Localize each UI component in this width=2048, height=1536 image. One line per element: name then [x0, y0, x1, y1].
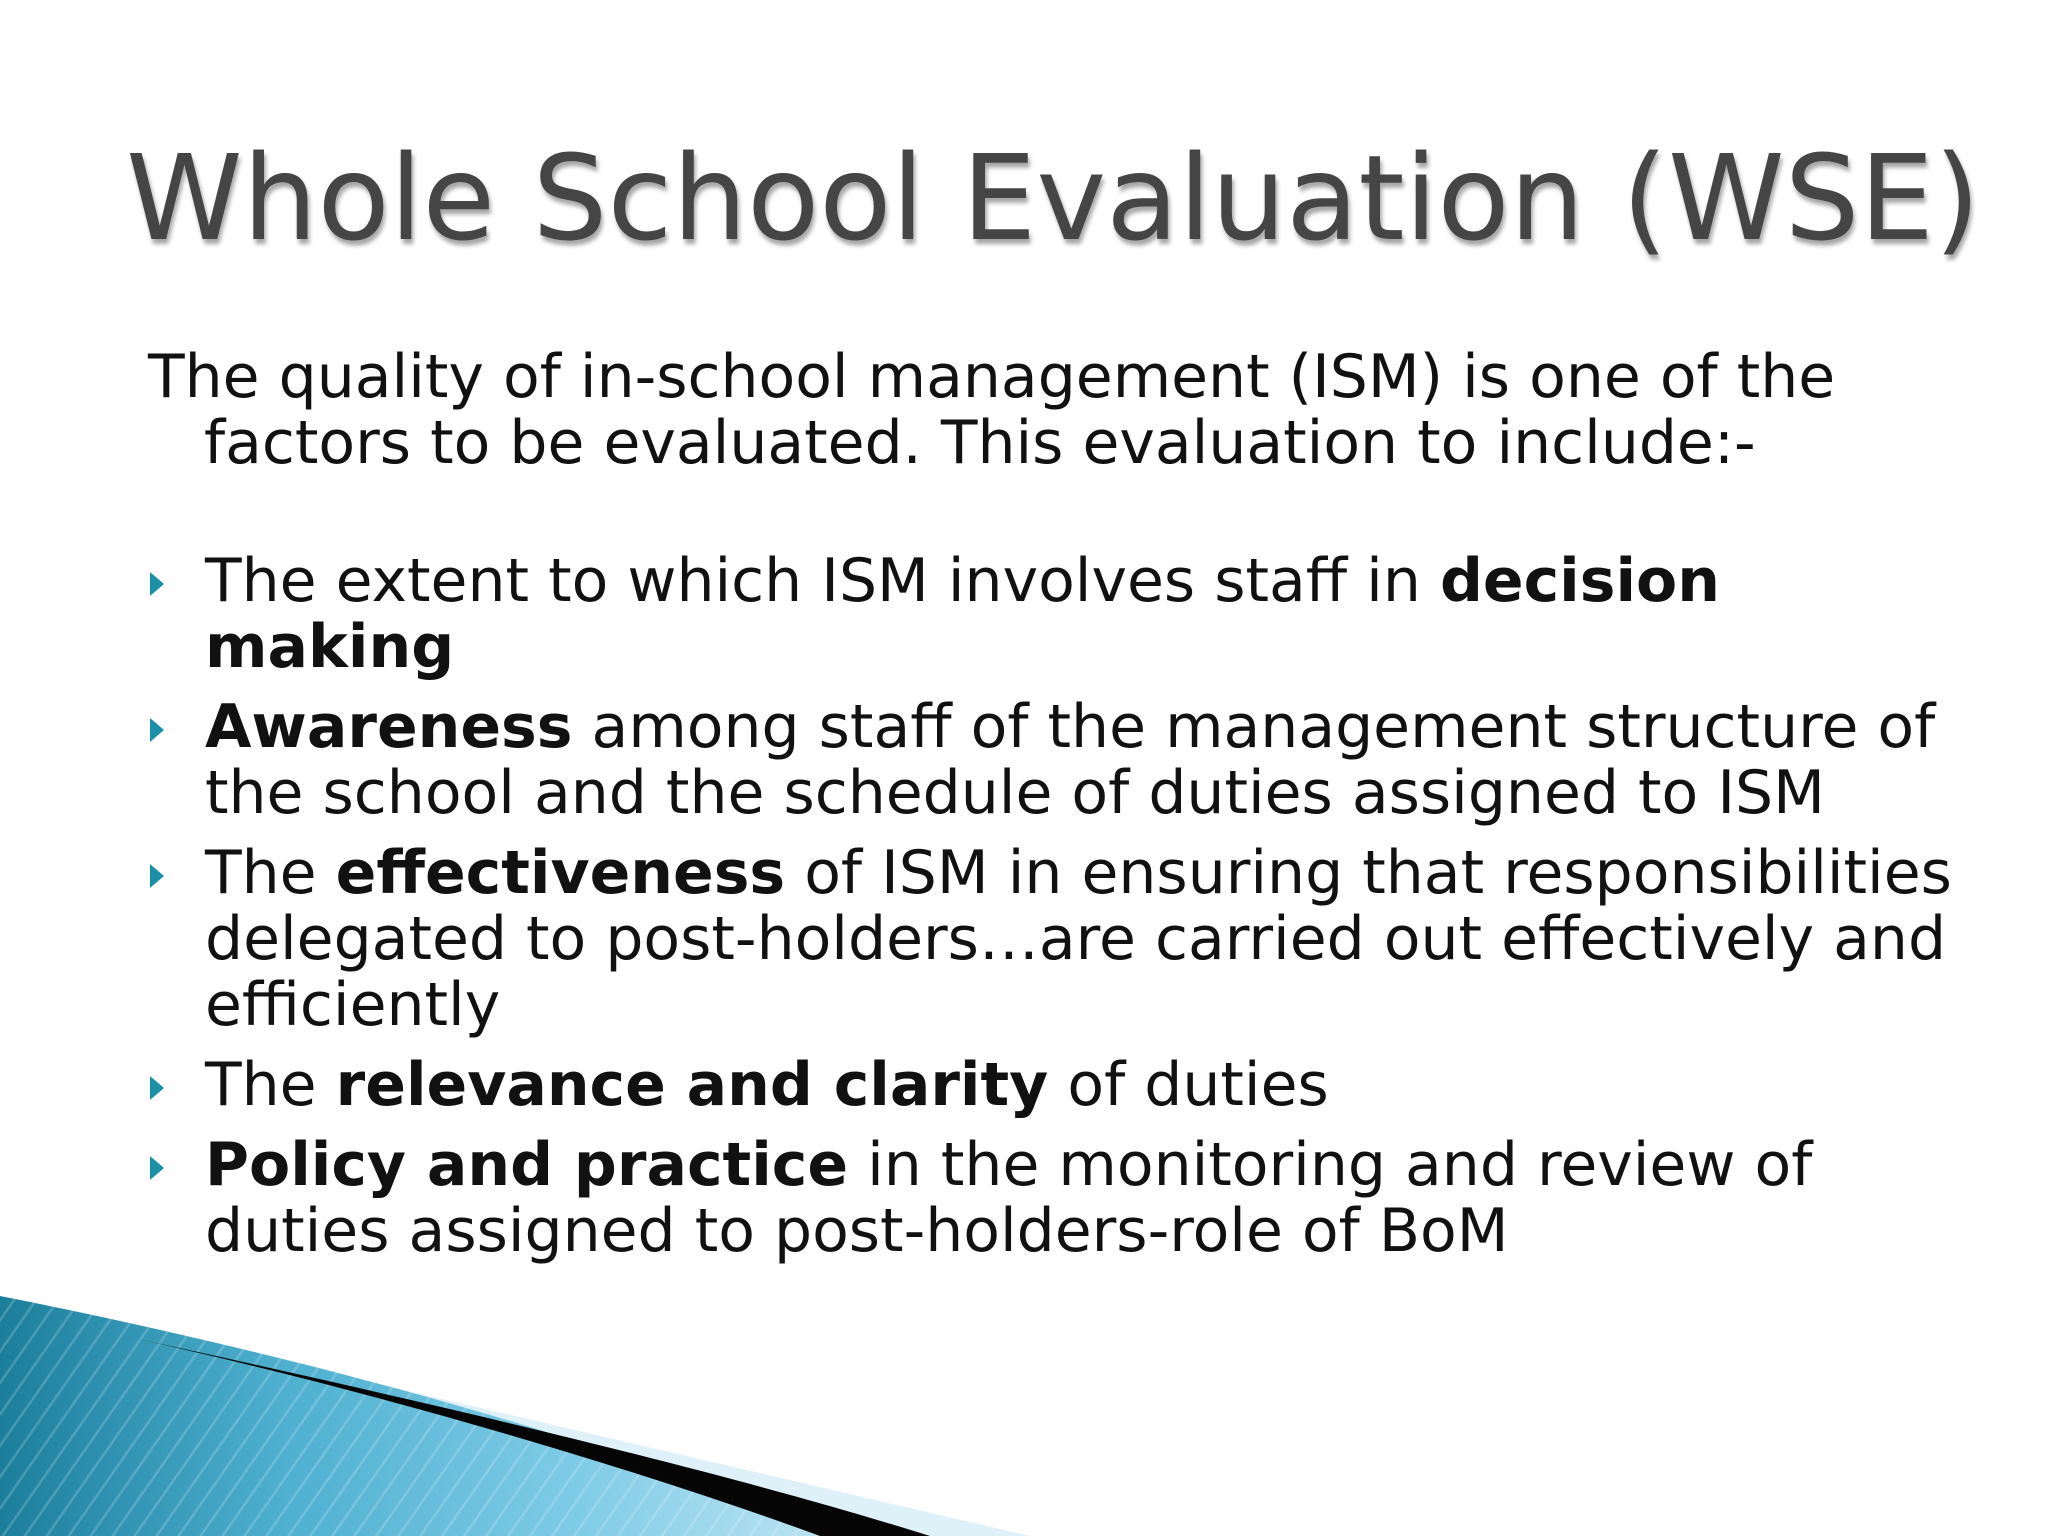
bullet-emphasis: Policy and practice [205, 1130, 849, 1200]
bullet-text: The [205, 1050, 336, 1120]
bullet-item [148, 840, 1978, 1038]
bullet-text: The extent to which ISM involves staff in [205, 546, 1440, 616]
slide-title: Whole School Evaluation (WSE) [126, 129, 1981, 267]
bullet-item [148, 694, 1978, 826]
bullet-text: of ISM in ensuring that responsibilities delegated to post-holders…are carried out effectively and efficiently [205, 838, 1952, 1040]
bullet-emphasis: relevance and clarity [335, 1050, 1049, 1120]
bullet-text: of duties [1048, 1050, 1329, 1120]
slide-body [148, 344, 1978, 1278]
bullet-item [148, 1132, 1978, 1264]
bullet-item [148, 548, 1978, 680]
bullet-arrow-icon [150, 572, 164, 596]
decor-teal-stripes [0, 1296, 820, 1536]
bullet-emphasis: decision making [205, 546, 1720, 682]
bullet-text: in the monitoring and review of duties assigned to post-holders-role of BoM [205, 1130, 1813, 1266]
bullet-item [148, 1052, 1978, 1118]
bullet-arrow-icon [150, 1156, 164, 1180]
bullet-text: among staff of the management structure of the school and the schedule of duties assigned to ISM [205, 692, 1936, 828]
bullet-text: The [205, 838, 336, 908]
bullet-list [148, 548, 1978, 1264]
bullet-emphasis: Awareness [205, 692, 573, 762]
bullet-emphasis: effectiveness [335, 838, 786, 908]
bullet-arrow-icon [150, 864, 164, 888]
bullet-arrow-icon [150, 718, 164, 742]
intro-paragraph: The quality of in-school management (ISM) is one of the factors to be evaluated. This evaluation to include:- [148, 342, 1836, 478]
bullet-arrow-icon [150, 1076, 164, 1100]
